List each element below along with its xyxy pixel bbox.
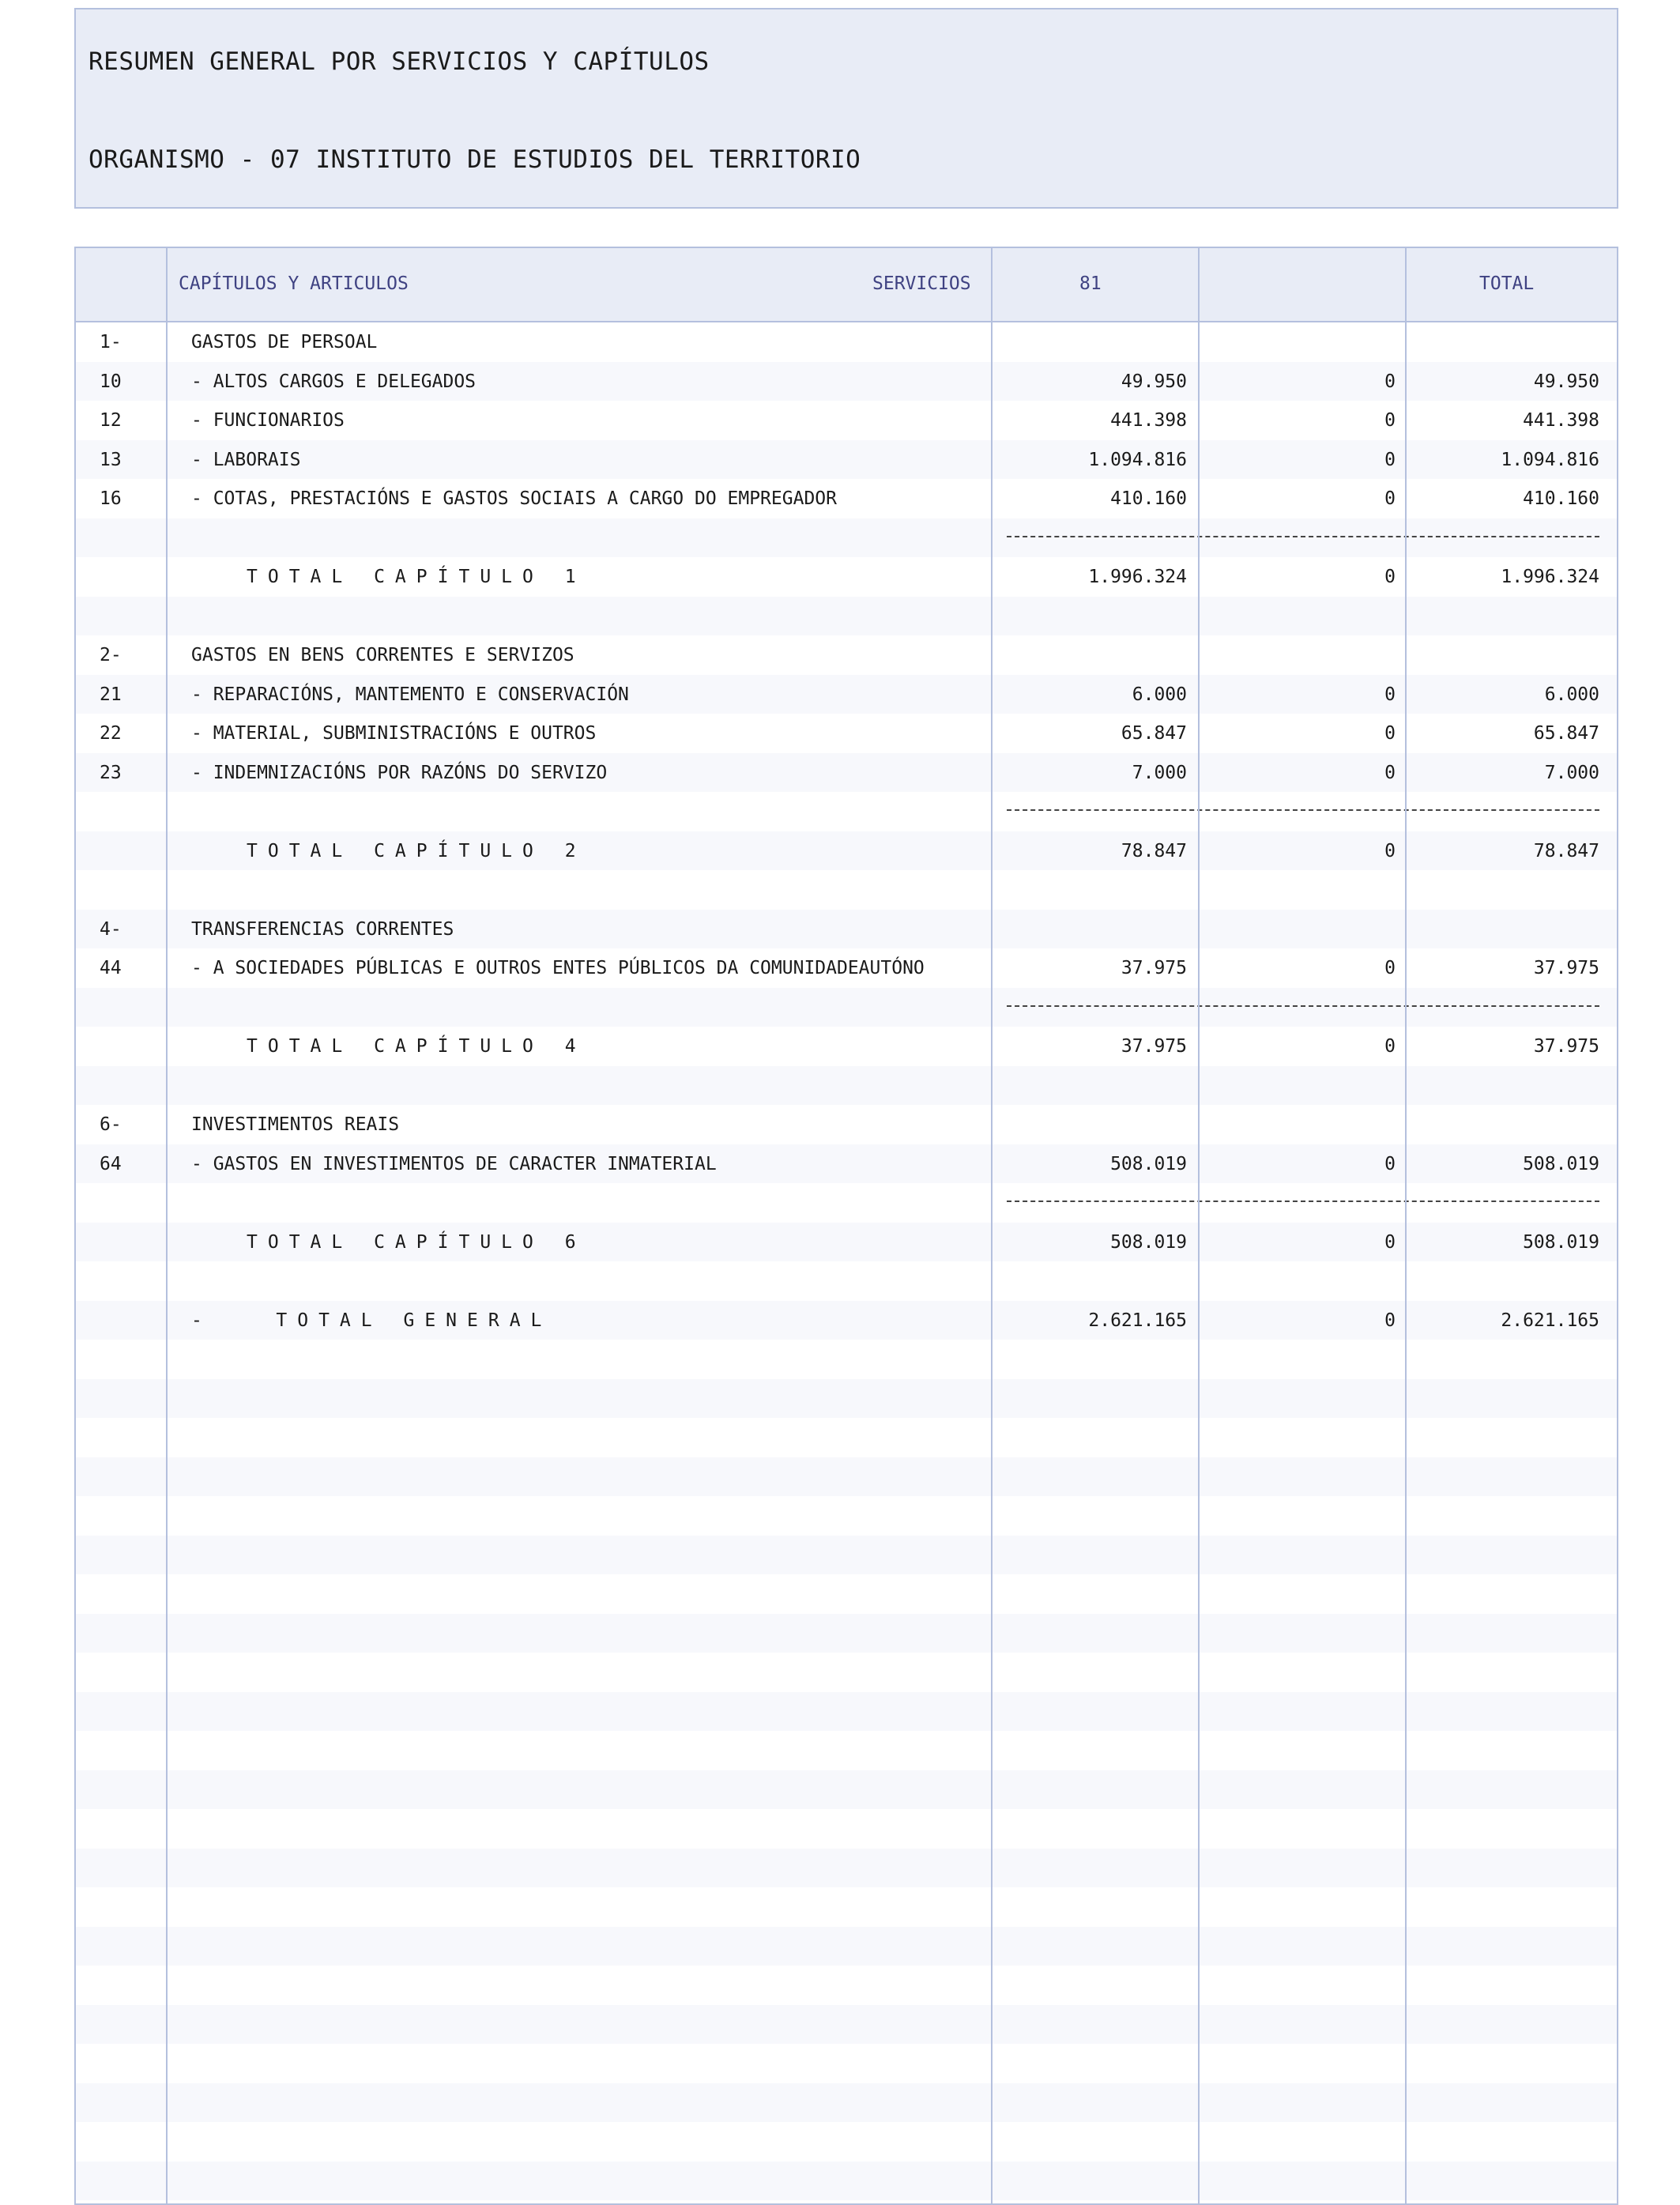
subtotal-separator <box>1007 1200 1599 1202</box>
table-row <box>76 2005 1617 2045</box>
table-row <box>76 479 1617 518</box>
chapter-name: GASTOS EN BENS CORRENTES E SERVIZOS <box>191 645 574 665</box>
chapter-code: 4- <box>100 918 122 940</box>
table-row <box>76 1574 1617 1614</box>
table-row <box>76 1144 1617 1184</box>
table-row <box>76 870 1617 910</box>
chapter-code: 2- <box>100 645 122 665</box>
organismo-line: ORGANISMO - 07 INSTITUTO DE ESTUDIOS DEL TERRITORIO <box>89 145 861 174</box>
table-row <box>76 1770 1617 1810</box>
service-blank-amount: 0 <box>1384 371 1396 392</box>
table-row <box>76 831 1617 871</box>
chapter-total-81: 37.975 <box>1121 1036 1187 1057</box>
chapter-total-label: TOTAL CAPÍTULO 1 <box>247 567 586 587</box>
article-code: 44 <box>100 958 122 978</box>
table-row <box>76 597 1617 636</box>
subtotal-separator <box>1007 809 1599 811</box>
subtotal-separator <box>1007 536 1599 537</box>
column-divider <box>991 248 993 2203</box>
table-row <box>76 1614 1617 1653</box>
article-description: - INDEMNIZACIÓNS POR RAZÓNS DO SERVIZO <box>191 762 608 783</box>
article-code: 13 <box>100 449 122 470</box>
article-code: 21 <box>100 684 122 705</box>
table-row <box>76 1496 1617 1536</box>
chapter-total-label: TOTAL CAPÍTULO 6 <box>247 1231 586 1253</box>
service-81-amount: 7.000 <box>1132 762 1187 783</box>
table-row <box>76 1809 1617 1849</box>
table-row <box>76 1105 1617 1144</box>
service-blank-amount: 0 <box>1384 488 1396 509</box>
service-81-amount: 508.019 <box>1110 1153 1187 1174</box>
table-row <box>76 1457 1617 1497</box>
grand-total-81: 2.621.165 <box>1088 1310 1187 1331</box>
total-amount: 7.000 <box>1544 762 1599 783</box>
chapter-name: INVESTIMENTOS REAIS <box>191 1114 400 1135</box>
table-row <box>76 635 1617 675</box>
table-row <box>76 1379 1617 1419</box>
service-blank-amount: 0 <box>1384 958 1396 978</box>
table-row <box>76 1692 1617 1732</box>
chapter-name: TRANSFERENCIAS CORRENTES <box>191 918 454 940</box>
column-divider <box>166 248 168 2203</box>
chapter-total-blank: 0 <box>1384 1036 1396 1057</box>
service-blank-amount: 0 <box>1384 684 1396 705</box>
table-row <box>76 518 1617 558</box>
table-row <box>76 1536 1617 1575</box>
article-description: - A SOCIEDADES PÚBLICAS E OUTROS ENTES PÚBLICOS DA COMUNIDADEAUTÓNO <box>191 958 925 978</box>
table-row <box>76 2083 1617 2123</box>
grand-total-blank: 0 <box>1384 1310 1396 1331</box>
chapter-total-amount: 78.847 <box>1533 840 1599 861</box>
table-row <box>76 948 1617 988</box>
table-row <box>76 714 1617 753</box>
table-row <box>76 1653 1617 1692</box>
column-divider <box>1198 248 1200 2203</box>
chapter-total-81: 1.996.324 <box>1088 567 1187 587</box>
chapter-total-blank: 0 <box>1384 1231 1396 1253</box>
table-row <box>76 2122 1617 2162</box>
total-amount: 508.019 <box>1523 1153 1599 1174</box>
subtotal-separator <box>1007 1005 1599 1007</box>
article-code: 12 <box>100 410 122 431</box>
service-blank-amount: 0 <box>1384 723 1396 744</box>
table-row <box>76 1418 1617 1457</box>
chapter-code: 6- <box>100 1114 122 1135</box>
chapter-total-81: 508.019 <box>1110 1231 1187 1253</box>
service-blank-amount: 0 <box>1384 762 1396 783</box>
table-row <box>76 1223 1617 1262</box>
table-row <box>76 322 1617 362</box>
chapter-name: GASTOS DE PERSOAL <box>191 332 378 352</box>
total-amount: 1.094.816 <box>1501 449 1599 470</box>
report-header <box>74 8 1618 209</box>
column-header-81: 81 <box>1079 273 1102 294</box>
table-row <box>76 910 1617 949</box>
chapter-total-blank: 0 <box>1384 840 1396 861</box>
service-81-amount: 6.000 <box>1132 684 1187 705</box>
article-description: - REPARACIÓNS, MANTEMENTO E CONSERVACIÓN <box>191 684 629 705</box>
chapter-total-amount: 37.975 <box>1533 1036 1599 1057</box>
table-row <box>76 1183 1617 1223</box>
article-code: 23 <box>100 762 122 783</box>
article-description: - FUNCIONARIOS <box>191 410 345 431</box>
service-81-amount: 49.950 <box>1121 371 1187 392</box>
total-amount: 410.160 <box>1523 488 1599 509</box>
table-row <box>76 1301 1617 1340</box>
chapter-total-81: 78.847 <box>1121 840 1187 861</box>
article-description: - ALTOS CARGOS E DELEGADOS <box>191 371 477 392</box>
chapter-total-amount: 1.996.324 <box>1501 567 1599 587</box>
chapter-total-label: TOTAL CAPÍTULO 4 <box>247 1036 586 1057</box>
grand-total-label: - TOTAL GENERAL <box>191 1310 552 1331</box>
table-row <box>76 1887 1617 1927</box>
service-blank-amount: 0 <box>1384 1153 1396 1174</box>
report-title: RESUMEN GENERAL POR SERVICIOS Y CAPÍTULOS <box>89 47 710 76</box>
table-row <box>76 440 1617 480</box>
budget-table <box>74 247 1618 2205</box>
article-description: - MATERIAL, SUBMINISTRACIÓNS E OUTROS <box>191 723 597 744</box>
chapter-code: 1- <box>100 332 122 352</box>
column-header-capitulos: CAPÍTULOS Y ARTICULOS <box>179 273 409 294</box>
article-description: - COTAS, PRESTACIÓNS E GASTOS SOCIAIS A CARGO DO EMPREGADOR <box>191 488 837 509</box>
service-81-amount: 65.847 <box>1121 723 1187 744</box>
table-row <box>76 1927 1617 1966</box>
article-code: 16 <box>100 488 122 509</box>
service-81-amount: 37.975 <box>1121 958 1187 978</box>
table-row <box>76 1261 1617 1301</box>
column-header-total: TOTAL <box>1479 273 1535 294</box>
total-amount: 65.847 <box>1533 723 1599 744</box>
table-row <box>76 2044 1617 2083</box>
service-blank-amount: 0 <box>1384 410 1396 431</box>
service-81-amount: 410.160 <box>1110 488 1187 509</box>
total-amount: 441.398 <box>1523 410 1599 431</box>
table-header <box>76 248 1617 322</box>
article-description: - GASTOS EN INVESTIMENTOS DE CARACTER INMATERIAL <box>191 1153 717 1174</box>
table-row <box>76 1066 1617 1106</box>
table-row <box>76 557 1617 597</box>
total-amount: 6.000 <box>1544 684 1599 705</box>
table-row <box>76 2162 1617 2201</box>
table-row <box>76 1340 1617 1379</box>
table-row <box>76 1849 1617 1888</box>
article-code: 10 <box>100 371 122 392</box>
article-code: 22 <box>100 723 122 744</box>
service-blank-amount: 0 <box>1384 449 1396 470</box>
table-row <box>76 1027 1617 1066</box>
service-81-amount: 1.094.816 <box>1088 449 1187 470</box>
table-row <box>76 753 1617 793</box>
chapter-total-label: TOTAL CAPÍTULO 2 <box>247 840 586 861</box>
table-row <box>76 988 1617 1027</box>
table-row <box>76 362 1617 401</box>
grand-total-amount: 2.621.165 <box>1501 1310 1599 1331</box>
chapter-total-blank: 0 <box>1384 567 1396 587</box>
table-row <box>76 401 1617 440</box>
table-row <box>76 1731 1617 1770</box>
column-divider <box>1405 248 1407 2203</box>
total-amount: 49.950 <box>1533 371 1599 392</box>
table-row <box>76 792 1617 831</box>
total-amount: 37.975 <box>1533 958 1599 978</box>
table-row <box>76 1966 1617 2005</box>
service-81-amount: 441.398 <box>1110 410 1187 431</box>
chapter-total-amount: 508.019 <box>1523 1231 1599 1253</box>
article-description: - LABORAIS <box>191 449 301 470</box>
column-header-servicios: SERVICIOS <box>872 273 971 294</box>
article-code: 64 <box>100 1153 122 1174</box>
table-row <box>76 675 1617 714</box>
